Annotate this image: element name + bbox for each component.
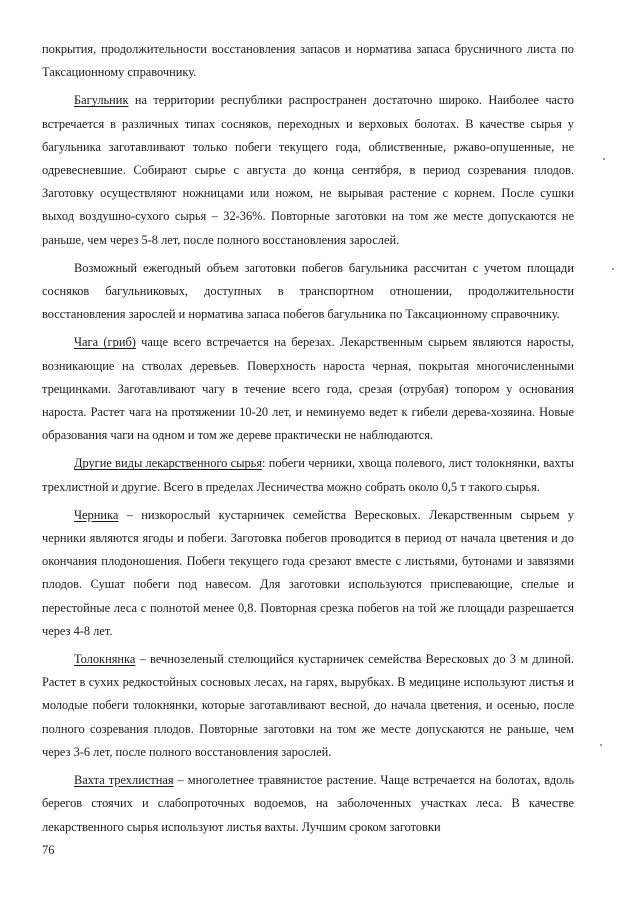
- page-number: 76: [42, 843, 55, 857]
- paragraph: [42, 648, 574, 764]
- paragraph-text: чаще всего встречается на березах. Лекарственным сырьем являются наросты, возникающие на стволах деревьев. Поверхность нароста черная, покрытая многочисленными трещинками. Заготавливают чагу в течение всего года, срезая (отрубая) топором у основания нароста. Растет чага на протяжении 10-20 лет, и неминуемо ведет к гибели дерева-хозяина. Новые образования чаги на одном и том же дереве практически не наблюдаются.: [42, 335, 574, 443]
- paragraph-text: : побеги черники, хвоща полевого, лист толокнянки, вахты трехлистной и другие. Всего в пределах Лесничества можно собрать около 0,5 т такого сырья.: [42, 456, 575, 494]
- term-heading: Другие виды лекарственного сырья: [74, 456, 263, 471]
- paragraph-text: – многолетнее травянистое растение. Чаще встречается на болотах, вдоль берегов стоячих и слабопроточных водоемов, на заболоченных участках леса. В качестве лекарственного сырья используют листья вахты. Лучшим сроком заготовки: [42, 773, 574, 834]
- term-heading: Толокнянка: [74, 652, 136, 667]
- scan-speck: [603, 158, 605, 160]
- paragraph-text: Возможный ежегодный объем заготовки побегов багульника рассчитан с учетом площади сосняков багульниковых, доступных в транспортном отношении, продолжительности восстановления зарослей и норматива запаса побегов багульника по Таксационному справочнику.: [42, 260, 574, 322]
- term-heading: Черника: [74, 507, 119, 522]
- term-heading: Чага (гриб): [74, 335, 136, 350]
- paragraph-text: покрытия, продолжительности восстановления запасов и норматива запаса брусничного листа по Таксационному справочнику.: [42, 42, 574, 80]
- paragraph: [42, 452, 574, 498]
- paragraph: [42, 769, 574, 839]
- paragraph-text: – низкорослый кустарничек семейства Вересковых. Лекарственным сырьем у черники являются ягоды и побеги. Заготовка побегов проводится в период от начала цветения и до окончания плодоношения. Побеги текущего года срезают вместе с листьями, бутонами и завязями плодов. Сушат побеги под навесом. Для заготовки используются приспевающие, спелые и перестойные леса с полнотой менее 0,8. Повторная срезка побегов на той же площади разрешается через 4-8 лет.: [42, 507, 574, 638]
- document-body: [42, 38, 574, 844]
- term-heading: Багульник: [74, 93, 129, 108]
- paragraph-text: на территории республики распространен достаточно широко. Наиболее часто встречается в различных типах сосняков, переходных и верховых болотах. В качестве сырья у багульника заготавливают только побеги текущего года, облиственные, ржаво-опушенные, не одревесневшие. Собирают сырье с августа до конца сентября, в период созревания плодов. Заготовку осуществляют ножницами или ножом, не вырывая растение с корнем. После сушки выход воздушно-сухого сырья – 32-36%. Повторные заготовки на том же месте допускаются не раньше, чем через 5-8 лет, после полного восстановления зарослей.: [42, 93, 574, 247]
- paragraph: [42, 257, 574, 327]
- paragraph: [42, 331, 574, 447]
- paragraph: [42, 504, 574, 643]
- paragraph: [42, 89, 574, 251]
- paragraph-text: – вечнозеленый стелющийся кустарничек семейства Вересковых до 3 м длиной. Растет в сухих редкостойных сосновых лесах, на гарях, вырубках. В медицине используют листья и молодые побеги толокнянки, которые заготавливают весной, до начала цветения, и осенью, после полного созревания плодов. Повторные заготовки на том же месте допускаются не раньше, чем через 3-6 лет, после полного восстановления зарослей.: [42, 652, 574, 759]
- scan-speck: [600, 744, 602, 746]
- term-heading: Вахта трехлистная: [74, 773, 174, 788]
- scan-speck: [612, 268, 614, 270]
- paragraph: [42, 38, 574, 84]
